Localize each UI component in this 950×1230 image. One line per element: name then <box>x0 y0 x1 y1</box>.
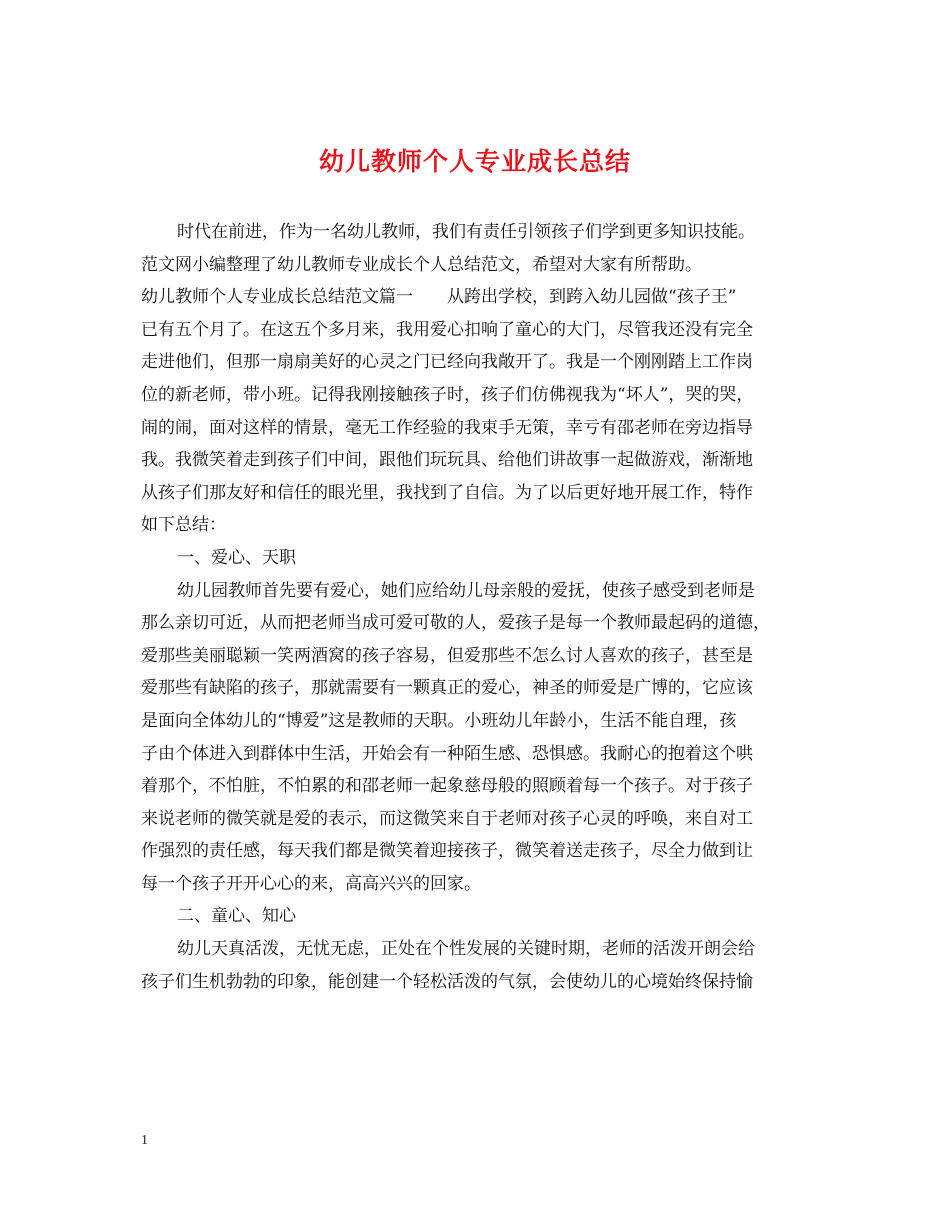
text-line: 着那个，不怕脏，不怕累的和邵老师一起象慈母般的照顾着每一个孩子。对于孩子 <box>141 776 753 797</box>
text-line: 爱那些美丽聪颖一笑两酒窝的孩子容易，但爱那些不怎么讨人喜欢的孩子，甚至是 <box>141 645 753 666</box>
page-number: 1 <box>141 1133 148 1148</box>
document-title: 幼儿教师个人专业成长总结 <box>318 147 631 176</box>
text-line: 每一个孩子开开心心的来，高高兴兴的回家。 <box>141 873 481 894</box>
text-line: 那么亲切可近，从而把老师当成可爱可敬的人，爱孩子是每一个教师最起码的道德， <box>141 613 770 634</box>
text-line: 我。我微笑着走到孩子们中间，跟他们玩玩具、给他们讲故事一起做游戏，渐渐地 <box>141 450 753 471</box>
text-line: 位的新老师，带小班。记得我刚接触孩子时，孩子们仿佛视我为“坏人”，哭的哭， <box>141 384 754 405</box>
text-line: 走进他们，但那一扇扇美好的心灵之门已经向我敞开了。我是一个刚刚踏上工作岗 <box>141 352 753 373</box>
text-line: 幼儿天真活泼，无忧无虑，正处在个性发展的关键时期，老师的活泼开朗会给 <box>177 939 755 960</box>
section-heading: 一、爱心、天职 <box>177 547 296 568</box>
text-line: 是面向全体幼儿的“博爱”这是教师的天职。小班幼儿年龄小，生活不能自理，孩 <box>141 710 737 731</box>
text-line: 从孩子们那友好和信任的眼光里，我找到了自信。为了以后更好地开展工作，特作 <box>141 482 753 503</box>
text-line: 孩子们生机勃勃的印象，能创建一个轻松活泼的气氛，会使幼儿的心境始终保持愉 <box>141 971 753 992</box>
text-line: 时代在前进，作为一名幼儿教师，我们有责任引领孩子们学到更多知识技能。 <box>177 222 755 242</box>
text-line: 如下总结： <box>141 515 226 536</box>
text-line: 作强烈的责任感，每天我们都是微笑着迎接孩子，微笑着送走孩子，尽全力做到让 <box>141 841 753 862</box>
section-heading: 二、童心、知心 <box>177 906 296 927</box>
document-body <box>141 216 821 998</box>
text-line: 来说老师的微笑就是爱的表示，而这微笑来自于老师对孩子心灵的呼唤，来自对工 <box>141 808 753 829</box>
text-line: 幼儿教师个人专业成长总结范文篇一 从跨出学校，到跨入幼儿园做“孩子王” <box>141 287 737 308</box>
text-line: 范文网小编整理了幼儿教师专业成长个人总结范文，希望对大家有所帮助。 <box>141 254 702 275</box>
text-line: 幼儿园教师首先要有爱心，她们应给幼儿母亲般的爱抚，使孩子感受到老师是 <box>177 580 755 601</box>
text-line: 子由个体进入到群体中生活，开始会有一种陌生感、恐惧感。我耐心的抱着这个哄 <box>141 743 753 764</box>
text-line: 爱那些有缺陷的孩子，那就需要有一颗真正的爱心，神圣的师爱是广博的，它应该 <box>141 678 753 699</box>
text-line: 已有五个月了。在这五个多月来，我用爱心扣响了童心的大门，尽管我还没有完全 <box>141 319 753 340</box>
text-line: 闹的闹，面对这样的情景，毫无工作经验的我束手无策，幸亏有邵老师在旁边指导 <box>141 417 753 438</box>
